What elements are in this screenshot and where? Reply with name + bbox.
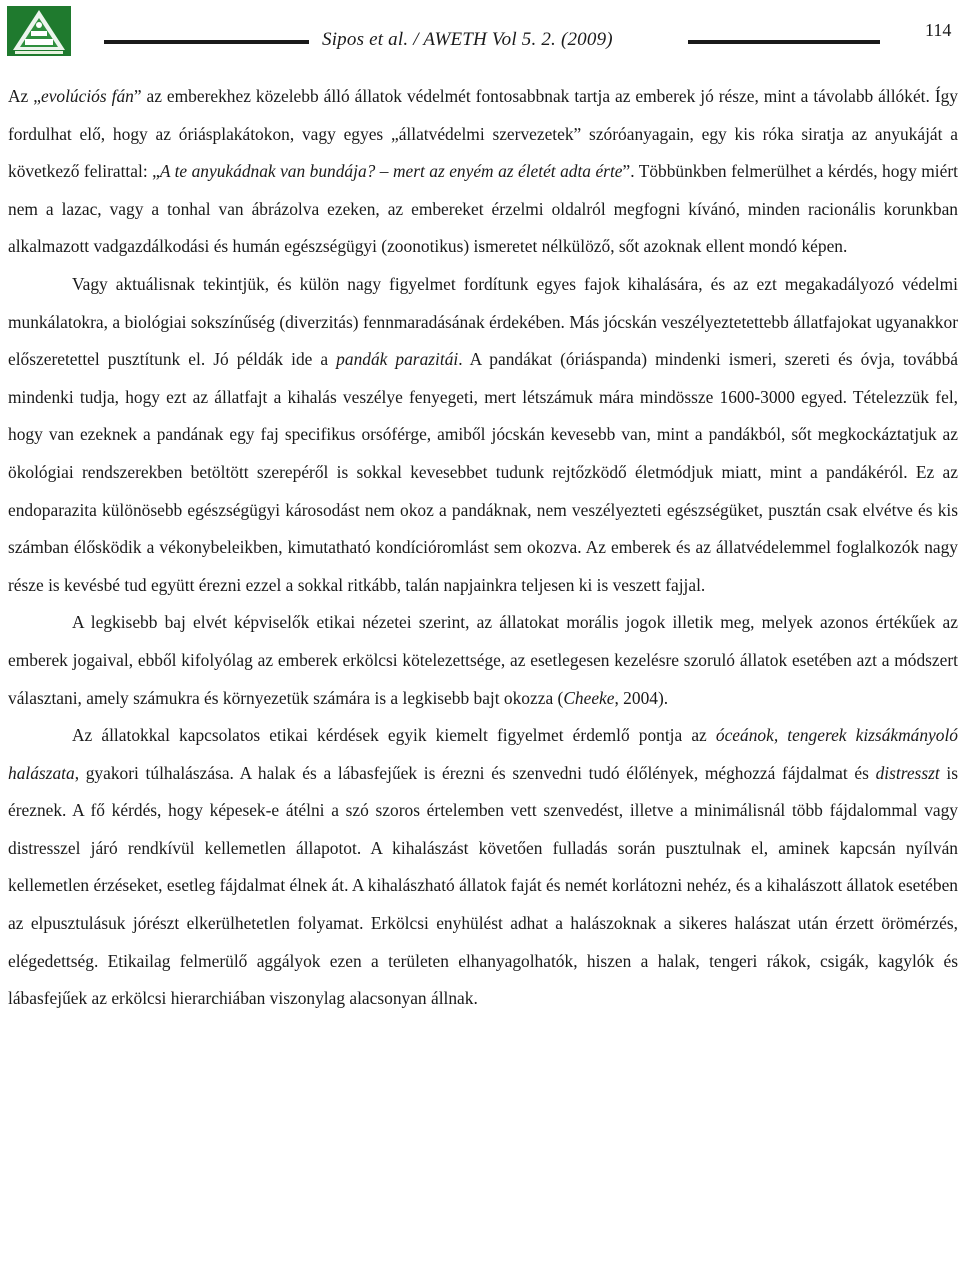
running-head: Sipos et al. / AWETH Vol 5. 2. (2009) [322, 29, 613, 50]
paragraph: Vagy aktuálisnak tekintjük, és külön nagy figyelmet fordítunk egyes fajok kihalására, és az ezt megakadályozó védelmi munkálatokra, a biológiai sokszínűség (diverzitás) fennmaradásának érdekében. Más jócskán veszélyeztetettebb állatfajokat ugyanakkor előszeretettel pusztítunk el. Jó példák ide a pandák parazitái. A pandákat (óriáspanda) mindenki ismeri, szereti és óvja, továbbá mindenki tudja, hogy ezt az állatfajt a kihalás veszélye fenyegeti, mert létszámuk mára mindössze 1600-3000 egyed. Tételezzük fel, hogy van ezeknek a pandának egy faj specifikus orsóférge, amiből jócskán kevesebb van, mint a pandákból, sőt megkockáztatjuk az ökológiai rendszerekben betöltött szerepéről is sokkal kevesebbet tudunk rejtőzködő életmódjuk miatt, mint a pandákéról. Ez az endoparazita különösebb egészségügyi károsodást nem okoz a pandáknak, nem veszélyezteti egészségüket, pusztán csak elvétve és kis számban élősködik a vékonybeleikben, kimutatható kondícióromlást sem okozva. Az emberek és az állatvédelemmel foglalkozók nagy része is kevésbé tud együtt érezni ezzel a sokkal ritkább, talán napjainkra teljesen ki is veszett fajjal. [8, 273, 958, 595]
paragraph: Az állatokkal kapcsolatos etikai kérdések egyik kiemelt figyelmet érdemlő pontja az óceánok, tengerek kizsákmányoló halászata, gyakori túlhalászása. A halak és a lábasfejűek is érezni és szenvedni tudó élőlények, méghozzá fájdalmat és distresszt is éreznek. A fő kérdés, hogy képesek-e átélni a szó szoros értelemben vett szenvedést, illetve a minimálisnál több fájdalommal vagy distresszel járó rendkívül kellemetlen állapotot. A kihalászást követően fulladás során pusztulnak el, aminek kapcsán nyílván kellemetlen érzéseket, esetleg fájdalmat élnek át. A kihalászható állatok faját és nemét korlátozni nehéz, és a kihalászott állatok esetében az elpusztulásuk jórészt elkerülhetetlen folyamat. Erkölcsi enyhülést adhat a halászoknak a sikeres halászat után érzett örömérzés, elégedettség. Etikailag felmerülő aggályok ezen a területen elhanyagolhatók, hiszen a halak, tengeri rákok, csigák, kagylók és lábasfejűek az erkölcsi hierarchiában viszonylag alacsonyan állnak. [8, 725, 958, 1009]
page-number: 114 [925, 20, 952, 40]
page-header [0, 0, 960, 62]
paragraph: A legkisebb baj elvét képviselők etikai nézetei szerint, az állatokat morális jogok illetik meg, melyek azonos értékűek az emberek jogaival, ebből kifolyólag az emberek erkölcsi kötelezettsége, az esetlegesen kezelésre szoruló állatok esetében azt a módszert választani, amely számukra és környezetük számára is a legkisebb bajt okozza (Cheeke, 2004). [8, 612, 958, 708]
article-body [8, 78, 958, 1018]
journal-logo-icon [7, 6, 71, 56]
header-rule-left [104, 40, 309, 44]
paragraph: Az „evolúciós fán” az emberekhez közelebb álló állatok védelmét fontosabbnak tartja az emberek jó része, mint a távolabb állókét. Így fordulhat elő, hogy az óriásplakátokon, vagy egyes „állatvédelmi szervezetek” szóróanyagain, egy kis róka siratja az anyukáját a következő felirattal: „A te anyukádnak van bundája? – mert az enyém az életét adta érte”. Többünkben felmerülhet a kérdés, hogy miért nem a lazac, vagy a tonhal van ábrázolva ezeken, az embereket érzelmi oldalról megfogni kívánó, minden racionális korunkban alkalmazott vadgazdálkodási és humán egészségügyi (zoonotikus) ismeretet nélkülöző, sőt azoknak ellent mondó képen. [8, 86, 958, 257]
header-rule-right [688, 40, 880, 44]
